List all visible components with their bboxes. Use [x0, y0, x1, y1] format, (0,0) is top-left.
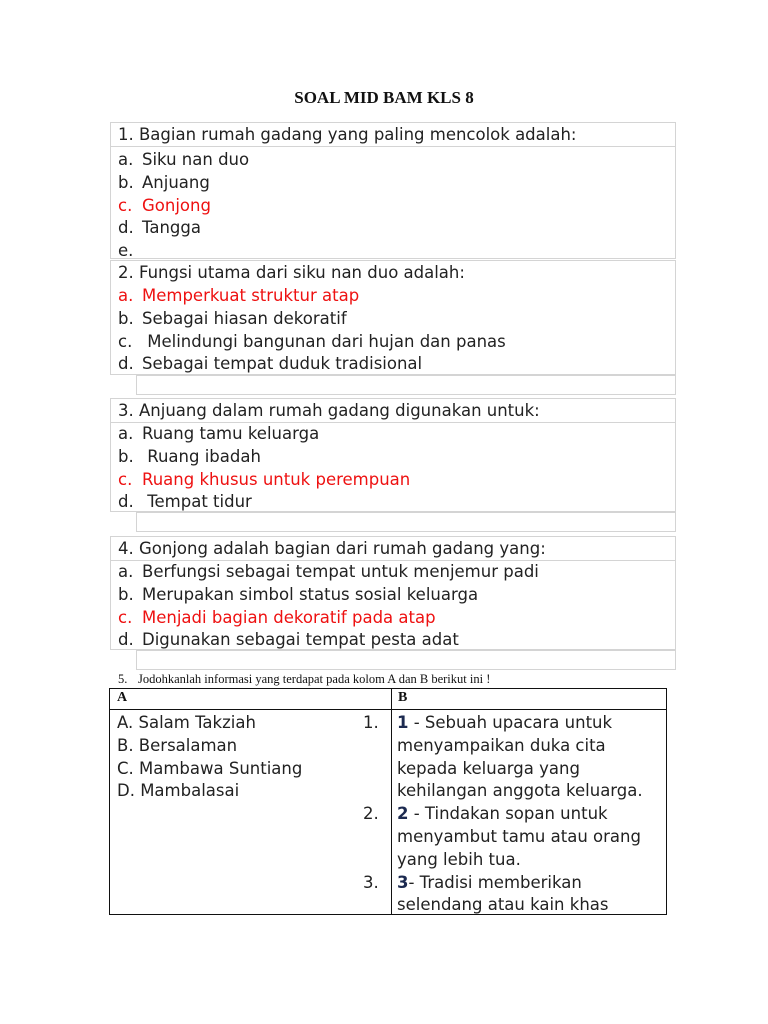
column-b-item: 1. 1 - Sebuah upacara untuk menyampaikan duka cita kepada keluarga yang kehilangan anggota keluarga.	[363, 713, 643, 801]
option-2a-correct: a. Memperkuat struktur atap	[118, 286, 360, 305]
option-2d: d. Sebagai tempat duduk tradisional	[118, 354, 423, 374]
option-4a: a. Berfungsi sebagai tempat untuk menjemur padi	[118, 562, 539, 581]
option-3d: d. Tempat tidur	[118, 492, 252, 512]
option-4c-correct: c. Menjadi bagian dekoratif pada atap	[118, 607, 436, 627]
question-3-text: 3. Anjuang dalam rumah gadang digunakan untuk:	[111, 399, 675, 423]
column-a-item: C. Mambawa Suntiang	[117, 758, 303, 778]
column-a-item: A. Salam Takziah	[117, 713, 256, 732]
page-title: SOAL MID BAM KLS 8	[294, 88, 474, 107]
matching-table	[109, 688, 667, 915]
question-3	[110, 398, 676, 512]
question-4	[110, 536, 676, 650]
column-b-header: B	[398, 690, 408, 705]
option-1a: a. Siku nan duo	[118, 150, 250, 169]
option-1e: e.	[118, 241, 134, 261]
answer-space-4	[136, 650, 676, 670]
option-2b: b. Sebagai hiasan dekoratif	[118, 308, 347, 328]
column-a-item: B. Bersalaman	[117, 735, 238, 755]
option-3c-correct: c. Ruang khusus untuk perempuan	[118, 469, 411, 489]
answer-space-3	[136, 512, 676, 532]
option-1b: b. Anjuang	[118, 172, 210, 192]
column-a-header: A	[117, 690, 128, 705]
option-4b: b. Merupakan simbol status sosial keluarga	[118, 584, 479, 604]
column-a-item: D. Mambalasai	[117, 781, 240, 801]
question-1-text: 1. Bagian rumah gadang yang paling mencolok adalah:	[111, 123, 675, 147]
option-3a: a. Ruang tamu keluarga	[118, 424, 320, 443]
question-5-instruction: 5. Jodohkanlah informasi yang terdapat pada kolom A dan B berikut ini !	[118, 672, 491, 686]
column-b-item: 2. 2 - Tindakan sopan untuk menyambut tamu atau orang yang lebih tua.	[363, 804, 641, 869]
column-a-list	[117, 712, 302, 803]
column-b-item: 3. 3- Tradisi memberikan selendang atau kain khas	[363, 872, 609, 915]
question-2-text: 2. Fungsi utama dari siku nan duo adalah:	[118, 263, 465, 282]
option-1d: d. Tangga	[118, 218, 201, 238]
column-b-list	[363, 712, 663, 917]
question-1	[110, 122, 676, 259]
option-1c-correct: c. Gonjong	[118, 195, 211, 215]
question-4-text: 4. Gonjong adalah bagian dari rumah gadang yang:	[111, 537, 675, 561]
option-4d: d. Digunakan sebagai tempat pesta adat	[118, 630, 459, 650]
option-3b: b. Ruang ibadah	[118, 446, 261, 466]
answer-space-2	[136, 375, 676, 395]
option-2c: c. Melindungi bangunan dari hujan dan panas	[118, 331, 506, 351]
question-2	[110, 260, 676, 375]
